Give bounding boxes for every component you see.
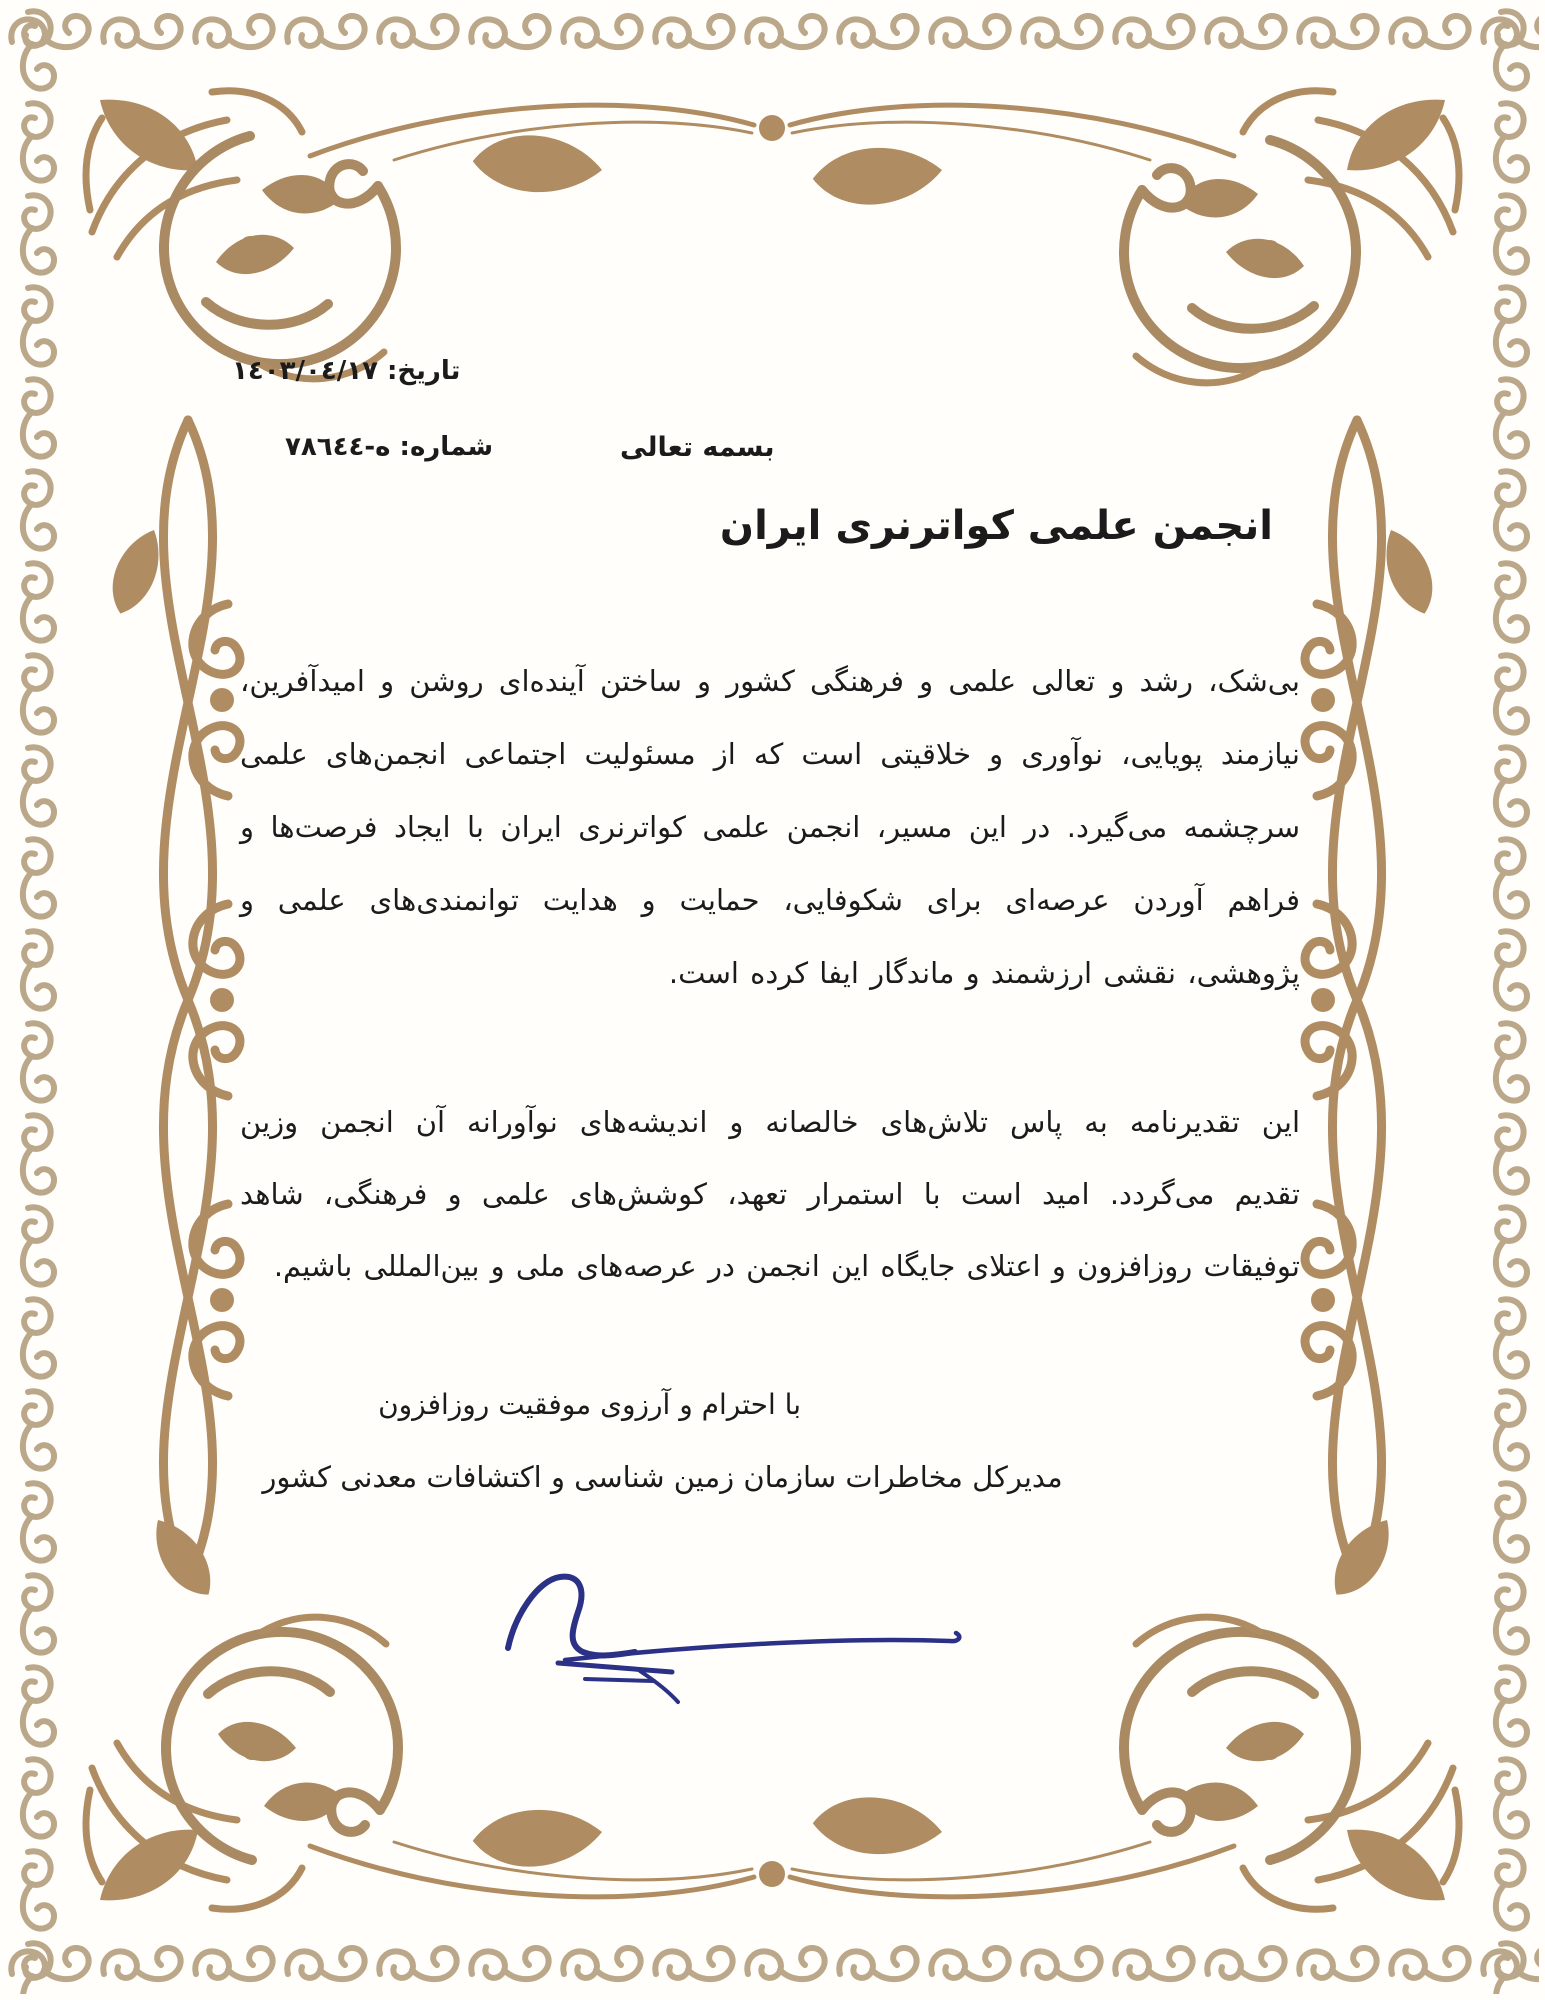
body-line: فراهم آوردن عرصه‌ای برای شکوفایی، حمایت و هدایت توانمندی‌های علمی و	[240, 883, 1300, 917]
side-vine	[98, 420, 1447, 1607]
body-line: سرچشمه می‌گیرد. در این مسیر، انجمن علمی کواترنری ایران با ایجاد فرصت‌ها و	[240, 810, 1300, 844]
body-line: این تقدیرنامه به پاس تلاش‌های خالصانه و اندیشه‌های نوآورانه آن انجمن وزین	[240, 1105, 1300, 1139]
letter-number: شماره: ه-٧٨٦٤٤	[285, 432, 494, 462]
body-line: پژوهشی، نقشی ارزشمند و ماندگار ایفا کرده است.	[668, 956, 1300, 990]
closing-salutation: با احترام و آرزوی موفقیت روزافزون	[378, 1388, 801, 1421]
signature-icon	[480, 1545, 1100, 1725]
body-line: بی‌شک، رشد و تعالی علمی و فرهنگی کشور و ساختن آینده‌ای روشن و امیدآفرین،	[240, 664, 1300, 698]
basmala: بسمه تعالی	[620, 432, 775, 463]
body-line: تقدیم می‌گردد. امید است با استمرار تعهد، کوشش‌های علمی و فرهنگی، شاهد	[240, 1177, 1300, 1211]
body-line: نیازمند پویایی، نوآوری و خلاقیتی است که از مسئولیت اجتماعی انجمن‌های علمی	[240, 737, 1300, 771]
recipient-title: انجمن علمی کواترنری ایران	[719, 503, 1273, 549]
body-line: توفیقات روزافزون و اعتلای جایگاه این انجمن در عرصه‌های ملی و بین‌المللی باشیم.	[273, 1249, 1300, 1283]
letter-date: تاریخ: ١٤٠٣/٠٤/١٧	[232, 356, 461, 386]
signatory-title: مدیرکل مخاطرات سازمان زمین شناسی و اکتشافات معدنی کشور	[262, 1460, 1063, 1494]
